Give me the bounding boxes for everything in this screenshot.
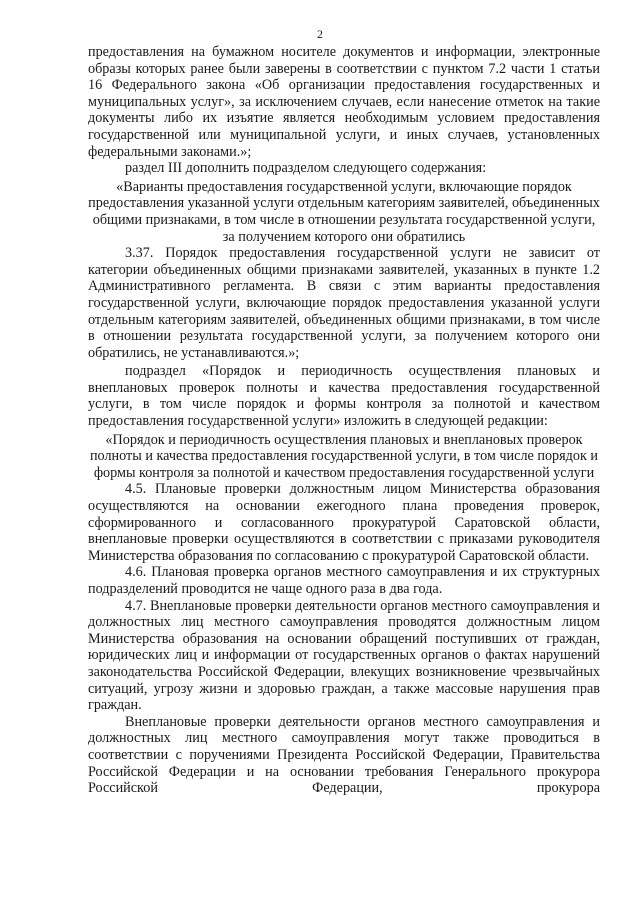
paragraph-4-7: 4.7. Внеплановые проверки деятельности органов местного самоуправления и должностных лиц местного самоуправления проводятся должностным лицом Министерства образования на основании обращений поступивших от граждан, юридических лиц и информации от государственных органов о фактах нарушений законодательства Российской Федерации, влекущих возникновение чрезвычайных ситуаций, угрозу жизни и здоровью граждан, а также массовые нарушения прав граждан. bbox=[88, 597, 600, 714]
document-body bbox=[88, 44, 600, 797]
subsection-heading-variants: «Варианты предоставления государственной услуги, включающие порядок предоставления указанной услуги отдельным категориям заявителей, объединенных общими признаками, в том числе в отношении результата государственной услуги, за получением которого они обратились bbox=[88, 178, 600, 245]
paragraph-3-37: 3.37. Порядок предоставления государственной услуги не зависит от категории объединенных общими признаками заявителей, указанных в пункте 1.2 Административного регламента. В связи с этим варианты предоставления государственной услуги, включающие порядок предоставления указанной услуги отдельным категориям заявителей, объединенных общими признаками, в том числе в отношении результата государственной услуги, за получением которого они обратились, не устанавливаются.»; bbox=[88, 245, 600, 361]
paragraph-unscheduled-inspections: Внеплановые проверки деятельности органов местного самоуправления и должностных лиц местного самоуправления могут также проводиться в соответствии с поручениями Президента Российской Федерации, Правительства Российской Федерации и на основании требования Генерального прокурора Российской Федерации, прокурора bbox=[88, 713, 600, 797]
paragraph-section-iii-amendment: раздел III дополнить подразделом следующего содержания: bbox=[125, 160, 487, 177]
paragraph-continuation: предоставления на бумажном носителе документов и информации, электронные образы которых ранее были заверены в соответствии с пунктом 7.2 части 1 статьи 16 Федерального закона «Об организации предоставления государственных и муниципальных услуг», за исключением случаев, если нанесение отметок на такие документы либо их изъятие является необходимым условием предоставления государственной или муниципальной услуги, и иных случаев, установленных федеральными законами.»; bbox=[88, 44, 600, 160]
subsection-heading-inspections: «Порядок и периодичность осуществления плановых и внеплановых проверок полноты и качества предоставления государственной услуги, в том числе порядок и формы контроля за полнотой и качеством предоставления государственной услуги bbox=[89, 431, 599, 481]
paragraph-4-5: 4.5. Плановые проверки должностным лицом Министерства образования осуществляются на основании ежегодного плана проведения проверок, сформированного и согласованного прокуратурой Саратовской области, внеплановые проверки осуществляются в соответствии с приказами руководителя Министерства образования по согласованию с прокуратурой Саратовской области. bbox=[88, 481, 600, 564]
paragraph-4-6: 4.6. Плановая проверка органов местного самоуправления и их структурных подразделений проводится не чаще одного раза в два года. bbox=[88, 564, 600, 597]
paragraph-subsection-amendment: подраздел «Порядок и периодичность осуществления плановых и внеплановых проверок полноты и качества предоставления государственной услуги, в том числе порядок и формы контроля за полнотой и качеством предоставления государственной услуги» изложить в следующей редакции: bbox=[88, 363, 600, 430]
page-number: 2 bbox=[317, 27, 323, 41]
